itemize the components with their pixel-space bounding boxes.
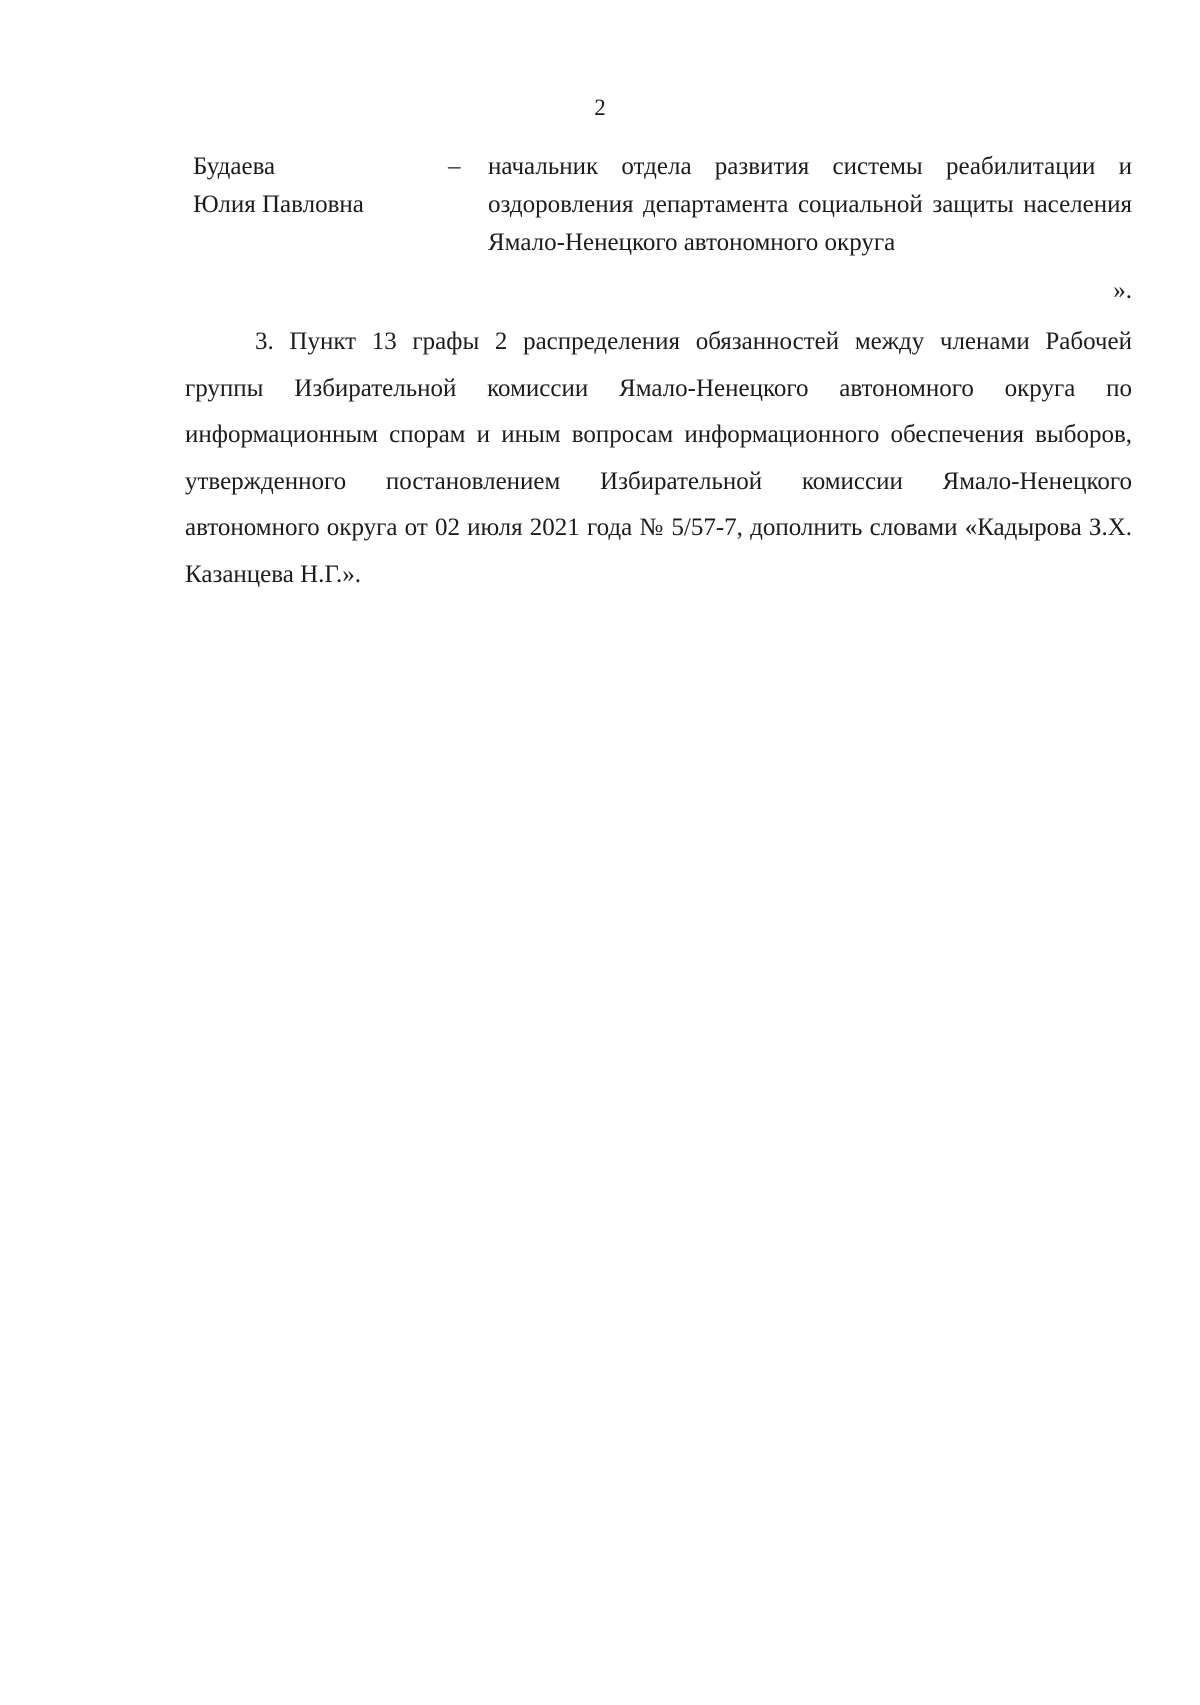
paragraph-3: 3. Пункт 13 графы 2 распределения обязанностей между членами Рабочей группы Избирательной комиссии Ямало-Ненецкого автономного округа по информационным спорам и иным вопросам информационного обеспечения выборов, утвержденного постановлением Избирательной комиссии Ямало-Ненецкого автономного округа от 02 июля 2021 года № 5/57-7, дополнить словами «Кадырова З.Х. Казанцева Н.Г.».: [185, 328, 1132, 588]
member-position: начальник отдела развития системы реабилитации и оздоровления департамента социальной защиты населения Ямало-Ненецкого автономного округа: [488, 153, 1132, 256]
member-given-names: Юлия Павловна: [193, 191, 364, 218]
member-dash: –: [448, 153, 461, 180]
closing-quote: ».: [1113, 277, 1132, 304]
member-surname: Будаева: [193, 153, 276, 180]
page-number: 2: [594, 95, 606, 120]
member-entry: [193, 148, 1132, 258]
member-name: [193, 148, 453, 224]
